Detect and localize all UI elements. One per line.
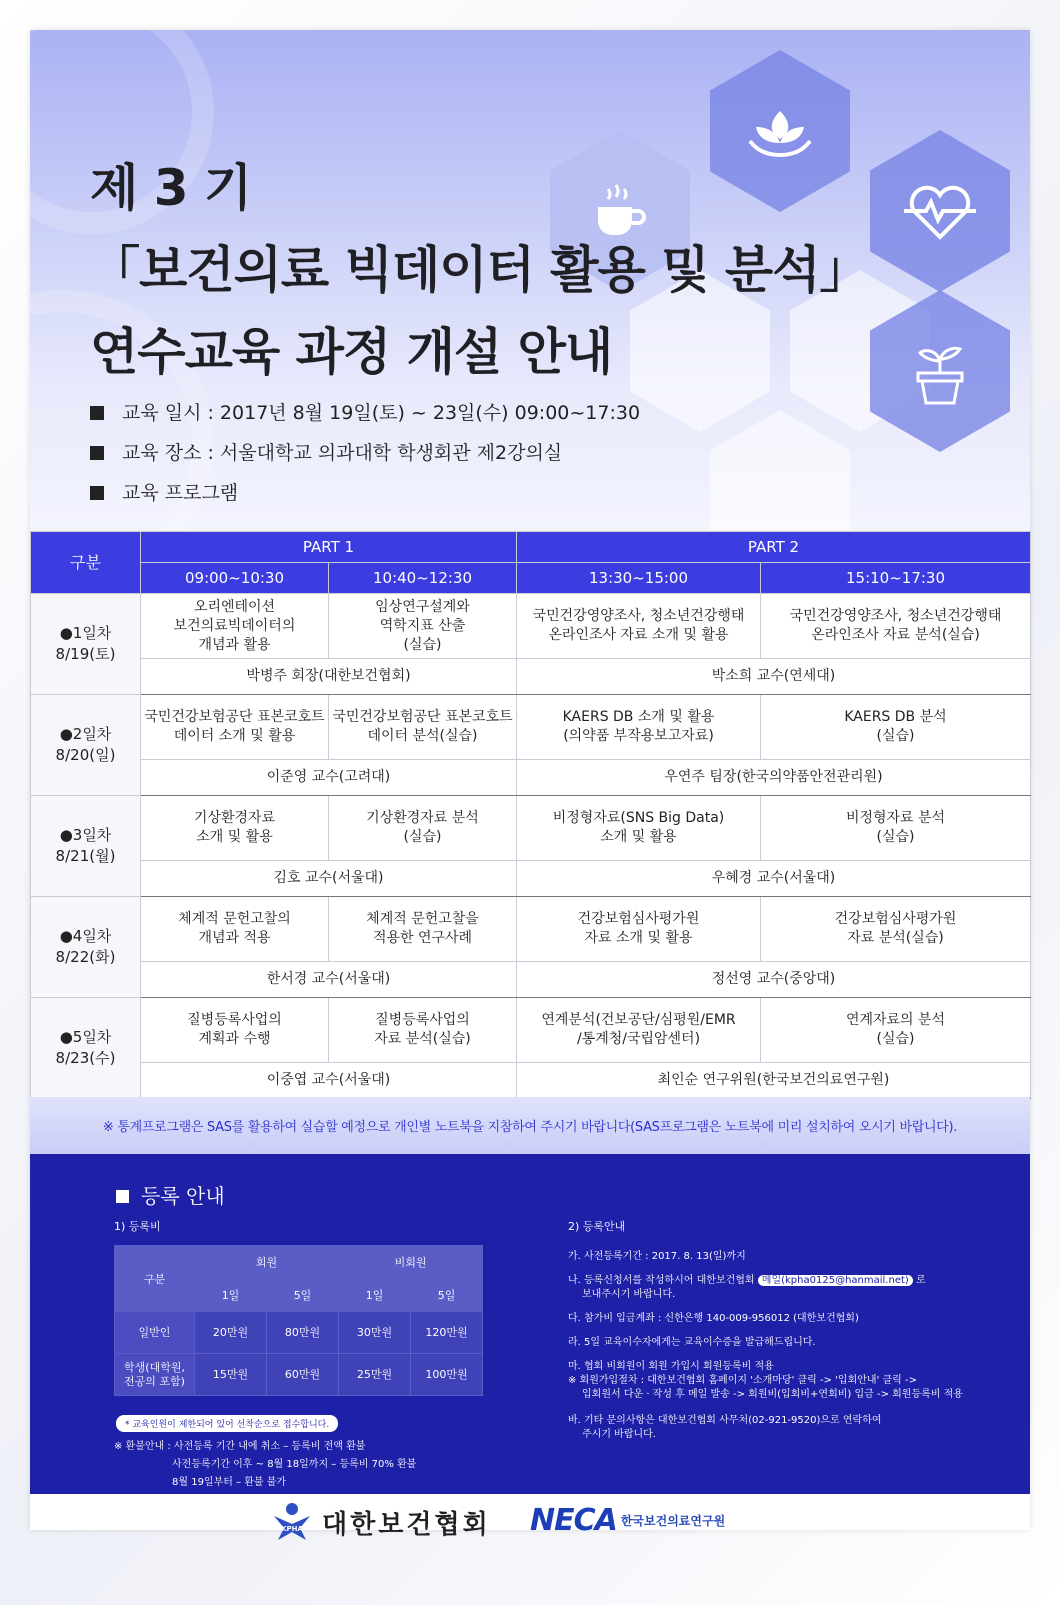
neca-logo-text: NECA: [530, 1503, 617, 1538]
session-topic: 기상환경자료 소개 및 활용: [141, 796, 329, 861]
fee-value: 100만원: [411, 1354, 483, 1396]
hex-decor: [710, 410, 850, 544]
fee-row-label: 학생(대학원, 전공의 포함): [115, 1354, 195, 1396]
registration-section: [30, 1154, 1030, 1494]
limit-note: * 교육인원이 제한되어 있어 선착순으로 접수합니다.: [116, 1415, 338, 1432]
plant-hex: [710, 50, 850, 212]
day-label: [31, 594, 141, 695]
day-number: ●3일차: [59, 826, 112, 844]
schedule-topic-row: [31, 796, 1031, 861]
schedule-body: [31, 594, 1031, 1099]
schedule-instructor-row: [31, 659, 1031, 695]
guide-item: 주시기 바랍니다.: [582, 1429, 656, 1440]
day-date: 8/23(수): [55, 1049, 116, 1067]
schedule-topic-row: [31, 998, 1031, 1063]
fee-value: 30만원: [339, 1312, 411, 1354]
day-date: 8/20(일): [55, 746, 116, 764]
time-header: 09:00~10:30: [141, 563, 329, 594]
time-header: 10:40~12:30: [329, 563, 517, 594]
potted-plant-icon: [900, 331, 980, 411]
schedule-topic-row: [31, 695, 1031, 760]
kpha-logo: [270, 1502, 491, 1542]
session-topic: 국민건강영양조사, 청소년건강행태 온라인조사 자료 소개 및 활용: [517, 594, 761, 659]
guide-item: [568, 1274, 926, 1288]
neca-logo: [530, 1503, 725, 1538]
session-topic: 임상연구설계와 역학지표 산출 (실습): [329, 594, 517, 659]
info-program-text: 교육 프로그램: [122, 482, 239, 504]
fee-row-label: 일반인: [115, 1312, 195, 1354]
registration-title-text: 등록 안내: [141, 1184, 225, 1208]
refund-line: 8월 19일부터 – 환불 불가: [172, 1477, 287, 1488]
refund-line: 사전등록기간 이후 ~ 8월 18일까지 – 등록비 70% 환불: [172, 1459, 417, 1470]
instructor-part2: 최인순 연구위원(한국보건의료연구원): [517, 1063, 1031, 1099]
schedule-topic-row: [31, 594, 1031, 659]
title-edition: 제 3 기: [90, 159, 252, 217]
day-number: ●4일차: [59, 927, 112, 945]
day-number: ●5일차: [59, 1028, 112, 1046]
info-place: [90, 438, 562, 465]
session-topic: 질병등록사업의 자료 분석(실습): [329, 998, 517, 1063]
day-date: 8/22(화): [55, 948, 116, 966]
schedule-topic-row: [31, 897, 1031, 962]
footer-logos: [30, 1494, 1030, 1540]
email-link[interactable]: 메일(kpha0125@hanmail.net): [758, 1275, 913, 1286]
guide-item: 입회원서 다운 · 작성 후 메일 발송 -> 회원비(입회비+연회비) 입금 -> 회원등록비 적용: [582, 1389, 963, 1400]
day-date: 8/21(월): [55, 847, 116, 865]
guide-text: 나. 등록신청서를 작성하시어 대한보건협회: [568, 1275, 755, 1286]
neca-name: 한국보건의료연구원: [620, 1514, 726, 1528]
fee-value: 20만원: [195, 1312, 267, 1354]
schedule-instructor-row: [31, 962, 1031, 998]
bullet-square: [90, 406, 104, 420]
day-label: [31, 998, 141, 1099]
fee-col-nonmember: 비회원: [339, 1246, 483, 1279]
session-topic: 국민건강보험공단 표본코호트 데이터 소개 및 활용: [141, 695, 329, 760]
fee-table: [114, 1245, 483, 1396]
instructor-part1: 박병주 회장(대한보건협회): [141, 659, 517, 695]
session-topic: 건강보험심사평가원 자료 소개 및 활용: [517, 897, 761, 962]
part2-header: PART 2: [517, 532, 1031, 563]
info-date: [90, 398, 640, 425]
session-topic: 국민건강영양조사, 청소년건강행태 온라인조사 자료 분석(실습): [761, 594, 1031, 659]
fee-value: 15만원: [195, 1354, 267, 1396]
session-topic: 오리엔테이션 보건의료빅데이터의 개념과 활용: [141, 594, 329, 659]
instructor-part1: 이준영 교수(고려대): [141, 760, 517, 796]
bullet-square: [90, 486, 104, 500]
schedule-instructor-row: [31, 1063, 1031, 1099]
guide-item: 가. 사전등록기간 : 2017. 8. 13(일)까지: [568, 1251, 746, 1262]
fee-heading: 1) 등록비: [114, 1220, 161, 1233]
guide-heading: 2) 등록안내: [568, 1220, 626, 1233]
schedule-instructor-row: [31, 760, 1031, 796]
title-main: 「보건의료 빅데이터 활용 및 분석」: [90, 241, 869, 299]
day-date: 8/19(토): [55, 645, 116, 663]
day-label: [31, 695, 141, 796]
schedule-table: [30, 531, 1031, 1099]
guide-item: 마. 협회 비회원이 회원 가입시 회원등록비 적용: [568, 1361, 774, 1372]
fee-row-student: [115, 1354, 483, 1396]
day-label: [31, 796, 141, 897]
bullet-square: [116, 1190, 129, 1203]
info-program: [90, 478, 238, 505]
session-topic: KAERS DB 분석 (실습): [761, 695, 1031, 760]
schedule-instructor-row: [31, 861, 1031, 897]
fee-col-gubun: 구분: [115, 1246, 195, 1312]
bullet-square: [90, 446, 104, 460]
session-topic: 체계적 문헌고찰을 적용한 연구사례: [329, 897, 517, 962]
instructor-part1: 한서경 교수(서울대): [141, 962, 517, 998]
session-topic: 체계적 문헌고찰의 개념과 적용: [141, 897, 329, 962]
time-header: 15:10~17:30: [761, 563, 1031, 594]
instructor-part2: 우연주 팀장(한국의약품안전관리원): [517, 760, 1031, 796]
info-date-text: 교육 일시 : 2017년 8월 19일(토) ~ 23일(수) 09:00~17:30: [122, 402, 641, 424]
fee-col-days: 5일: [267, 1279, 339, 1312]
fee-value: 80만원: [267, 1312, 339, 1354]
day-label: [31, 897, 141, 998]
hero-banner: [30, 30, 1030, 544]
guide-item: 라. 5일 교육이수자에게는 교육이수증을 발급해드립니다.: [568, 1337, 816, 1348]
session-topic: 연계분석(건보공단/심평원/EMR /통계청/국립암센터): [517, 998, 761, 1063]
day-number: ●1일차: [59, 624, 112, 642]
guide-item: 바. 기타 문의사항은 대한보건협회 사무처(02-921-9520)으로 연락하여: [568, 1415, 882, 1426]
kpha-emblem-icon: [270, 1502, 314, 1542]
heart-hex: [870, 130, 1010, 292]
fee-row-general: [115, 1312, 483, 1354]
fee-value: 120만원: [411, 1312, 483, 1354]
time-header: 13:30~15:00: [517, 563, 761, 594]
info-place-text: 교육 장소 : 서울대학교 의과대학 학생회관 제2강의실: [122, 442, 563, 464]
poster: [30, 30, 1030, 1540]
part1-header: PART 1: [141, 532, 517, 563]
refund-line: ※ 환불안내 : 사전등록 기간 내에 취소 – 등록비 전액 환불: [114, 1441, 366, 1452]
guide-item: ※ 회원가입절차 : 대한보건협회 홈페이지 '소개마당' 클릭 -> '입회안내' 클릭 ->: [568, 1375, 917, 1386]
fee-col-days: 5일: [411, 1279, 483, 1312]
kpha-badge-text: KPHA: [281, 1525, 303, 1533]
session-topic: 기상환경자료 분석 (실습): [329, 796, 517, 861]
day-number: ●2일차: [59, 725, 112, 743]
session-topic: 비정형자료(SNS Big Data) 소개 및 활용: [517, 796, 761, 861]
kpha-name: 대한보건협회: [322, 1509, 491, 1540]
instructor-part1: 김호 교수(서울대): [141, 861, 517, 897]
instructor-part1: 이중엽 교수(서울대): [141, 1063, 517, 1099]
session-topic: KAERS DB 소개 및 활용 (의약품 부작용보고자료): [517, 695, 761, 760]
session-topic: 질병등록사업의 계획과 수행: [141, 998, 329, 1063]
fee-col-days: 1일: [195, 1279, 267, 1312]
instructor-part2: 우혜경 교수(서울대): [517, 861, 1031, 897]
instructor-part2: 정선영 교수(중앙대): [517, 962, 1031, 998]
session-topic: 비정형자료 분석 (실습): [761, 796, 1031, 861]
col-header-gubun: 구분: [31, 532, 141, 594]
session-topic: 연계자료의 분석 (실습): [761, 998, 1031, 1063]
guide-item: 보내주시기 바랍니다.: [582, 1289, 676, 1300]
session-topic: 건강보험심사평가원 자료 분석(실습): [761, 897, 1031, 962]
fee-col-member: 회원: [195, 1246, 339, 1279]
fee-value: 60만원: [267, 1354, 339, 1396]
sas-note: ※ 통계프로그램은 SAS를 활용하여 실습할 예정으로 개인별 노트북을 지참하여 주시기 바랍니다(SAS프로그램은 노트북에 미리 설치하여 오시기 바랍니다).: [30, 1097, 1030, 1154]
heartbeat-icon: [900, 171, 980, 251]
session-topic: 국민건강보험공단 표본코호트 데이터 분석(실습): [329, 695, 517, 760]
registration-title: [116, 1180, 225, 1209]
guide-text: 로: [915, 1275, 926, 1286]
title-sub: 연수교육 과정 개설 안내: [90, 323, 613, 381]
fee-col-days: 1일: [339, 1279, 411, 1312]
guide-item: 다. 참가비 입금계좌 : 신한은행 140-009-956012 (대한보건협회): [568, 1313, 859, 1324]
plant-hands-icon: [740, 91, 820, 171]
instructor-part2: 박소희 교수(연세대): [517, 659, 1031, 695]
fee-value: 25만원: [339, 1354, 411, 1396]
